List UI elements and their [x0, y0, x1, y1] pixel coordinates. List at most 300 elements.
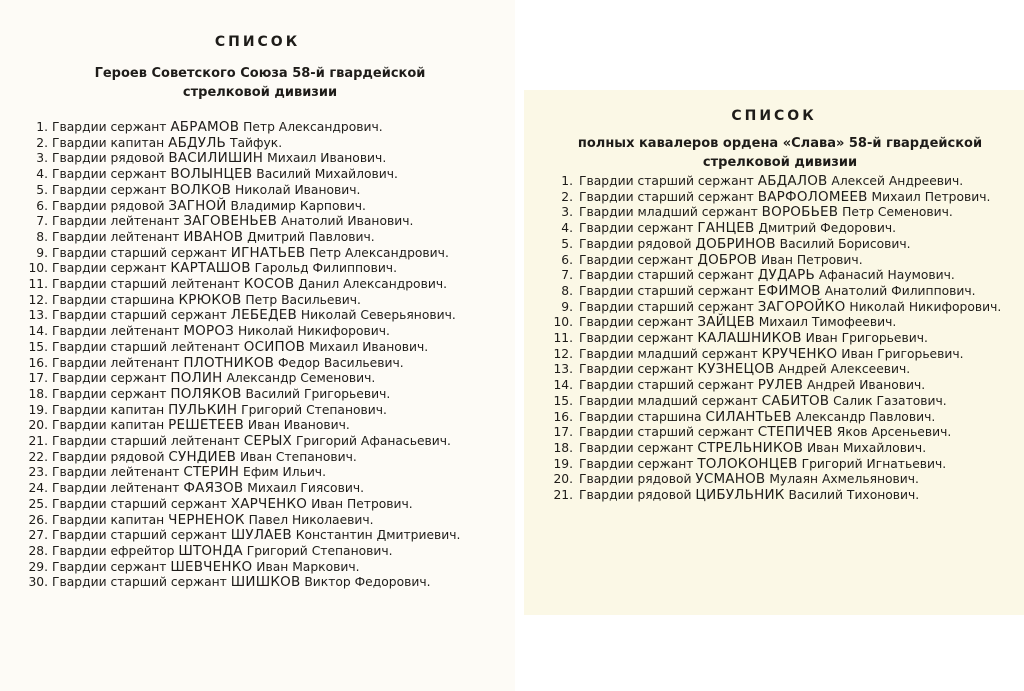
list-entry — [537, 205, 1009, 221]
entry-number: 19. — [553, 456, 573, 471]
entry-text — [579, 488, 1009, 504]
entry-number: 13. — [28, 308, 48, 323]
list-entry — [537, 174, 1009, 190]
entry-number: 20. — [553, 472, 573, 487]
entry-rank: Гвардии старший сержант — [52, 496, 227, 511]
entry-text — [579, 441, 1009, 457]
entry-surname: ХАРЧЕНКО — [230, 495, 308, 512]
entry-text — [52, 418, 480, 434]
entry-rank: Гвардии рядовой — [579, 472, 692, 487]
list-entry — [14, 371, 480, 387]
entry-surname: ЧЕРНЕНОК — [168, 511, 245, 528]
entry-text — [579, 394, 1009, 410]
entry-surname: АБДУЛЬ — [168, 134, 227, 151]
entry-surname: КУЗНЕЦОВ — [697, 361, 775, 378]
entry-rank: Гвардии старший сержант — [52, 245, 227, 260]
entry-rank: Гвардии лейтенант — [52, 355, 180, 370]
entry-text — [52, 151, 480, 167]
entry-given-names: Иван Степанович. — [239, 449, 357, 464]
entry-number: 17. — [553, 425, 573, 440]
entry-surname: ВОРОБЬЕВ — [761, 204, 839, 221]
entry-number: 12. — [28, 292, 48, 307]
entry-surname: АБРАМОВ — [170, 119, 240, 135]
entry-text — [52, 513, 480, 529]
entry-given-names: Афанасий Наумович. — [818, 268, 955, 283]
list-entry — [537, 410, 1009, 426]
entry-number: 2. — [561, 189, 573, 204]
entry-number: 4. — [561, 221, 573, 236]
entry-text — [52, 136, 480, 152]
entry-surname: ПОЛИН — [170, 370, 223, 387]
entry-text — [52, 183, 480, 199]
entry-surname: СТЕПИЧЕВ — [757, 424, 833, 441]
list-entry — [14, 356, 480, 372]
list-entry — [14, 513, 480, 529]
entry-text — [52, 434, 480, 450]
entry-number: 19. — [28, 402, 48, 417]
entry-surname: РУЛЕВ — [757, 377, 804, 394]
list-entry — [537, 284, 1009, 300]
entry-given-names: Михаил Гиясович. — [247, 481, 364, 496]
entry-rank: Гвардии старший сержант — [579, 378, 754, 393]
entry-rank: Гвардии младший сержант — [579, 346, 758, 361]
entry-text — [52, 465, 480, 481]
list-entry — [14, 403, 480, 419]
entry-number: 1. — [36, 120, 48, 134]
entry-text — [52, 387, 480, 403]
entry-text — [52, 544, 480, 560]
entry-text — [52, 199, 480, 215]
entry-given-names: Иван Григорьевич. — [841, 346, 964, 361]
entry-given-names: Василий Борисович. — [779, 236, 911, 251]
entry-text — [52, 277, 480, 293]
entry-text — [579, 362, 1009, 378]
list-entry — [14, 277, 480, 293]
list-entry — [537, 441, 1009, 457]
list-entry — [537, 190, 1009, 206]
entry-number: 2. — [36, 135, 48, 150]
entry-given-names: Михаил Петрович. — [871, 189, 991, 204]
entry-text — [52, 497, 480, 513]
entry-rank: Гвардии сержант — [579, 440, 694, 455]
list-entry — [14, 246, 480, 262]
heroes-list — [14, 120, 480, 591]
entry-number: 15. — [553, 393, 573, 408]
list-entry — [14, 465, 480, 481]
entry-rank: Гвардии лейтенант — [52, 214, 180, 229]
entry-rank: Гвардии старший сержант — [579, 425, 754, 440]
list-entry — [14, 544, 480, 560]
entry-surname: КАЛАШНИКОВ — [697, 330, 802, 347]
entry-text — [52, 340, 480, 356]
entry-text — [579, 457, 1009, 473]
entry-given-names: Петр Александрович. — [309, 245, 449, 260]
list-entry — [537, 472, 1009, 488]
list-entry — [14, 560, 480, 576]
entry-given-names: Анатолий Филиппович. — [824, 283, 976, 298]
entry-rank: Гвардии капитан — [52, 512, 165, 527]
entry-text — [579, 315, 1009, 331]
entry-rank: Гвардии лейтенант — [52, 324, 180, 339]
entry-given-names: Яков Арсеньевич. — [836, 425, 952, 440]
entry-surname: МОРОЗ — [183, 323, 235, 340]
entry-text — [52, 560, 480, 576]
entry-rank: Гвардии сержант — [579, 221, 694, 236]
list-entry — [14, 434, 480, 450]
entry-surname: СЕРЫХ — [243, 433, 293, 450]
entry-given-names: Алексей Андреевич. — [831, 174, 964, 188]
entry-rank: Гвардии ефрейтор — [52, 543, 175, 558]
entry-number: 5. — [561, 236, 573, 251]
list-entry — [14, 120, 480, 136]
entry-surname: РЕШЕТЕЕВ — [168, 417, 244, 434]
entry-surname: КОСОВ — [243, 276, 295, 293]
entry-number: 18. — [28, 386, 48, 401]
entry-given-names: Данил Александрович. — [298, 277, 447, 292]
list-entry — [537, 253, 1009, 269]
entry-given-names: Андрей Алексеевич. — [778, 362, 911, 377]
entry-number: 23. — [28, 465, 48, 480]
left-subtitle-line-1: Героев Советского Союза 58-й гвардейской — [94, 66, 426, 81]
entry-surname: ЗАГОВЕНЬЕВ — [183, 213, 278, 230]
entry-number: 17. — [28, 371, 48, 386]
list-entry — [14, 575, 480, 591]
entry-text — [52, 308, 480, 324]
entry-given-names: Петр Семенович. — [842, 205, 953, 220]
entry-text — [52, 230, 480, 246]
entry-number: 10. — [28, 261, 48, 276]
entry-rank: Гвардии рядовой — [52, 198, 165, 213]
entry-text — [579, 205, 1009, 221]
list-entry — [537, 268, 1009, 284]
entry-number: 21. — [553, 488, 573, 503]
entry-text — [579, 300, 1009, 316]
right-subtitle-line-2: стрелковой дивизии — [702, 155, 858, 170]
entry-rank: Гвардии старший лейтенант — [52, 434, 240, 449]
entry-number: 9. — [561, 299, 573, 314]
entry-given-names: Григорий Степанович. — [241, 402, 387, 417]
entry-given-names: Александр Семенович. — [226, 371, 376, 386]
entry-given-names: Салик Газатович. — [833, 393, 947, 408]
entry-surname: ЛЕБЕДЕВ — [230, 307, 297, 324]
entry-given-names: Анатолий Иванович. — [281, 214, 414, 229]
entry-text — [52, 293, 480, 309]
entry-given-names: Гарольд Филиппович. — [254, 261, 397, 276]
entry-surname: ВОЛЫНЦЕВ — [170, 166, 253, 183]
entry-rank: Гвардии старший сержант — [52, 528, 227, 543]
entry-given-names: Михаил Иванович. — [309, 339, 429, 354]
entry-number: 18. — [553, 440, 573, 455]
entry-rank: Гвардии лейтенант — [52, 465, 180, 480]
entry-surname: СУНДИЕВ — [168, 448, 237, 465]
list-entry — [14, 167, 480, 183]
entry-rank: Гвардии сержант — [52, 167, 167, 182]
entry-number: 8. — [561, 283, 573, 298]
entry-text — [52, 528, 480, 544]
entry-number: 20. — [28, 418, 48, 433]
entry-text — [52, 261, 480, 277]
entry-number: 6. — [561, 252, 573, 267]
entry-given-names: Владимир Карпович. — [230, 198, 366, 213]
entry-given-names: Василий Григорьевич. — [245, 386, 391, 401]
entry-given-names: Михаил Тимофеевич. — [758, 315, 897, 330]
entry-number: 9. — [36, 245, 48, 260]
entry-given-names: Иван Григорьевич. — [805, 331, 928, 346]
list-entry — [537, 331, 1009, 347]
list-entry — [14, 214, 480, 230]
entry-rank: Гвардии капитан — [52, 418, 165, 433]
entry-number: 13. — [553, 362, 573, 377]
entry-rank: Гвардии старший лейтенант — [52, 339, 240, 354]
entry-number: 3. — [561, 205, 573, 220]
left-subtitle-line-2: стрелковой дивизии — [182, 85, 338, 100]
entry-rank: Гвардии старшина — [579, 409, 702, 424]
list-entry — [537, 394, 1009, 410]
entry-number: 1. — [561, 174, 573, 188]
list-entry — [14, 293, 480, 309]
list-entry — [14, 387, 480, 403]
entry-rank: Гвардии сержант — [52, 371, 167, 386]
entry-given-names: Николай Никифорович. — [849, 299, 1002, 314]
entry-rank: Гвардии младший сержант — [579, 205, 758, 220]
entry-text — [52, 120, 480, 136]
entry-text — [579, 425, 1009, 441]
entry-rank: Гвардии рядовой — [52, 449, 165, 464]
list-entry — [14, 450, 480, 466]
entry-given-names: Петр Васильевич. — [245, 292, 361, 307]
entry-surname: ПОЛЯКОВ — [170, 385, 242, 402]
entry-rank: Гвардии сержант — [579, 331, 694, 346]
entry-number: 24. — [28, 481, 48, 496]
entry-text — [52, 356, 480, 372]
entry-text — [579, 237, 1009, 253]
entry-surname: СТЕРИН — [183, 464, 240, 481]
entry-given-names: Петр Александрович. — [243, 120, 383, 134]
entry-rank: Гвардии старший сержант — [52, 575, 227, 590]
entry-rank: Гвардии старший сержант — [579, 299, 754, 314]
list-entry — [14, 183, 480, 199]
entry-text — [579, 190, 1009, 206]
entry-text — [52, 371, 480, 387]
entry-given-names: Иван Иванович. — [247, 418, 350, 433]
entry-text — [579, 284, 1009, 300]
entry-surname: ЗАЙЦЕВ — [697, 314, 755, 331]
list-entry — [537, 347, 1009, 363]
entry-rank: Гвардии старший сержант — [579, 283, 754, 298]
entry-text — [52, 246, 480, 262]
entry-rank: Гвардии капитан — [52, 135, 165, 150]
entry-surname: ЗАГОРОЙКО — [757, 298, 846, 315]
right-list-subtitle — [560, 134, 1000, 172]
entry-given-names: Мулаян Ахмельянович. — [769, 472, 919, 487]
entry-given-names: Иван Михайлович. — [806, 440, 927, 455]
entry-number: 27. — [28, 528, 48, 543]
entry-surname: ЕФИМОВ — [757, 282, 821, 299]
entry-number: 4. — [36, 167, 48, 182]
entry-rank: Гвардии рядовой — [579, 488, 692, 503]
entry-rank: Гвардии сержант — [52, 182, 167, 197]
entry-text — [579, 378, 1009, 394]
entry-number: 5. — [36, 182, 48, 197]
entry-given-names: Федор Васильевич. — [277, 355, 404, 370]
entry-given-names: Иван Петрович. — [311, 496, 413, 511]
list-entry — [537, 457, 1009, 473]
entry-surname: ВАРФОЛОМЕЕВ — [757, 188, 868, 205]
entry-text — [52, 481, 480, 497]
left-list-title: СПИСОК — [214, 34, 301, 50]
entry-surname: ШТОНДА — [178, 542, 243, 559]
right-list-title: СПИСОК — [731, 108, 817, 124]
entry-number: 26. — [28, 512, 48, 527]
entry-number: 29. — [28, 559, 48, 574]
entry-rank: Гвардии рядовой — [52, 151, 165, 166]
entry-number: 7. — [561, 268, 573, 283]
entry-given-names: Александр Павлович. — [795, 409, 936, 424]
entry-surname: ШУЛАЕВ — [230, 527, 292, 544]
entry-surname: ПЛОТНИКОВ — [183, 354, 275, 371]
entry-given-names: Николай Никифорович. — [237, 324, 390, 339]
entry-surname: КАРТАШОВ — [170, 260, 251, 277]
entry-rank: Гвардии рядовой — [579, 236, 692, 251]
entry-given-names: Михаил Иванович. — [267, 151, 387, 166]
entry-surname: ЦИБУЛЬНИК — [695, 487, 785, 504]
entry-given-names: Павел Николаевич. — [248, 512, 374, 527]
list-entry — [14, 497, 480, 513]
list-entry — [537, 315, 1009, 331]
entry-number: 15. — [28, 339, 48, 354]
list-entry — [537, 378, 1009, 394]
right-subtitle-line-1: полных кавалеров ордена «Слава» 58-й гвардейской — [577, 136, 983, 151]
list-entry — [14, 199, 480, 215]
entry-number: 21. — [28, 434, 48, 449]
entry-rank: Гвардии старший сержант — [579, 189, 754, 204]
entry-text — [52, 575, 480, 591]
entry-given-names: Григорий Игнатьевич. — [801, 456, 947, 471]
entry-rank: Гвардии сержант — [579, 362, 694, 377]
list-entry — [537, 425, 1009, 441]
entry-given-names: Василий Тихонович. — [788, 488, 920, 503]
entry-surname: СИЛАНТЬЕВ — [705, 408, 792, 425]
list-entry — [14, 136, 480, 152]
entry-rank: Гвардии старшина — [52, 292, 175, 307]
entry-given-names: Константин Дмитриевич. — [295, 528, 461, 543]
entry-text — [579, 410, 1009, 426]
entry-surname: ПУЛЬКИН — [168, 401, 238, 418]
entry-text — [52, 214, 480, 230]
entry-surname: СТРЕЛЬНИКОВ — [697, 439, 804, 456]
entry-surname: ЗАГНОЙ — [168, 197, 227, 214]
entry-given-names: Николай Иванович. — [235, 182, 361, 197]
entry-surname: САБИТОВ — [761, 392, 830, 409]
entry-rank: Гвардии лейтенант — [52, 229, 180, 244]
entry-surname: ДОБРИНОВ — [695, 235, 776, 252]
entry-rank: Гвардии сержант — [52, 559, 167, 574]
entry-number: 10. — [553, 315, 573, 330]
entry-rank: Гвардии капитан — [52, 402, 165, 417]
list-entry — [537, 362, 1009, 378]
list-entry — [14, 324, 480, 340]
entry-rank: Гвардии старший сержант — [579, 174, 754, 188]
entry-rank: Гвардии старший сержант — [52, 308, 227, 323]
entry-number: 12. — [553, 346, 573, 361]
entry-number: 6. — [36, 198, 48, 213]
entry-rank: Гвардии сержант — [579, 456, 694, 471]
entry-number: 30. — [28, 575, 48, 590]
left-list-subtitle — [40, 64, 480, 102]
entry-rank: Гвардии лейтенант — [52, 481, 180, 496]
entry-number: 14. — [553, 378, 573, 393]
entry-given-names: Иван Петрович. — [760, 252, 863, 267]
entry-surname: ОСИПОВ — [243, 338, 306, 355]
entry-number: 7. — [36, 214, 48, 229]
entry-given-names: Андрей Иванович. — [807, 378, 926, 393]
entry-surname: ШЕВЧЕНКО — [170, 558, 253, 575]
entry-text — [579, 221, 1009, 237]
list-entry — [14, 261, 480, 277]
entry-number: 8. — [36, 229, 48, 244]
entry-surname: АБДАЛОВ — [757, 173, 828, 189]
entry-surname: ИВАНОВ — [183, 228, 244, 245]
entry-surname: ВАСИЛИШИН — [168, 150, 264, 167]
entry-rank: Гвардии сержант — [579, 315, 694, 330]
entry-given-names: Иван Маркович. — [256, 559, 360, 574]
entry-number: 16. — [553, 409, 573, 424]
list-entry — [14, 308, 480, 324]
entry-surname: ДУДАРЬ — [757, 267, 815, 284]
entry-rank: Гвардии старший лейтенант — [52, 277, 240, 292]
entry-surname: КРЮКОВ — [178, 291, 242, 308]
entry-number: 22. — [28, 449, 48, 464]
entry-surname: КРУЧЕНКО — [761, 345, 838, 362]
entry-given-names: Николай Северьянович. — [300, 308, 456, 323]
list-entry — [14, 230, 480, 246]
list-entry — [537, 221, 1009, 237]
entry-surname: ФАЯЗОВ — [183, 480, 244, 497]
entry-rank: Гвардии сержант — [52, 261, 167, 276]
entry-given-names: Григорий Афанасьевич. — [295, 434, 451, 449]
entry-text — [52, 450, 480, 466]
list-entry — [14, 340, 480, 356]
entry-rank: Гвардии сержант — [52, 386, 167, 401]
entry-text — [52, 167, 480, 183]
entry-number: 14. — [28, 324, 48, 339]
entry-number: 11. — [553, 331, 573, 346]
entry-number: 28. — [28, 543, 48, 558]
entry-surname: ТОЛОКОНЦЕВ — [697, 455, 798, 472]
entry-rank: Гвардии сержант — [579, 252, 694, 267]
entry-text — [579, 253, 1009, 269]
entry-surname: ШИШКОВ — [230, 574, 301, 591]
entry-text — [52, 324, 480, 340]
entry-surname: ДОБРОВ — [697, 251, 758, 268]
entry-text — [579, 347, 1009, 363]
entry-given-names: Дмитрий Павлович. — [247, 229, 375, 244]
list-entry — [14, 528, 480, 544]
entry-rank: Гвардии младший сержант — [579, 393, 758, 408]
glory-order-list — [537, 174, 1009, 504]
entry-given-names: Дмитрий Федорович. — [758, 221, 897, 236]
entry-surname: ГАНЦЕВ — [697, 220, 755, 237]
entry-text — [579, 472, 1009, 488]
entry-text — [579, 174, 1009, 190]
entry-number: 25. — [28, 496, 48, 511]
entry-given-names: Василий Михайлович. — [256, 167, 398, 182]
list-entry — [537, 300, 1009, 316]
list-entry — [14, 481, 480, 497]
entry-number: 16. — [28, 355, 48, 370]
entry-text — [579, 331, 1009, 347]
entry-given-names: Григорий Степанович. — [246, 543, 393, 558]
